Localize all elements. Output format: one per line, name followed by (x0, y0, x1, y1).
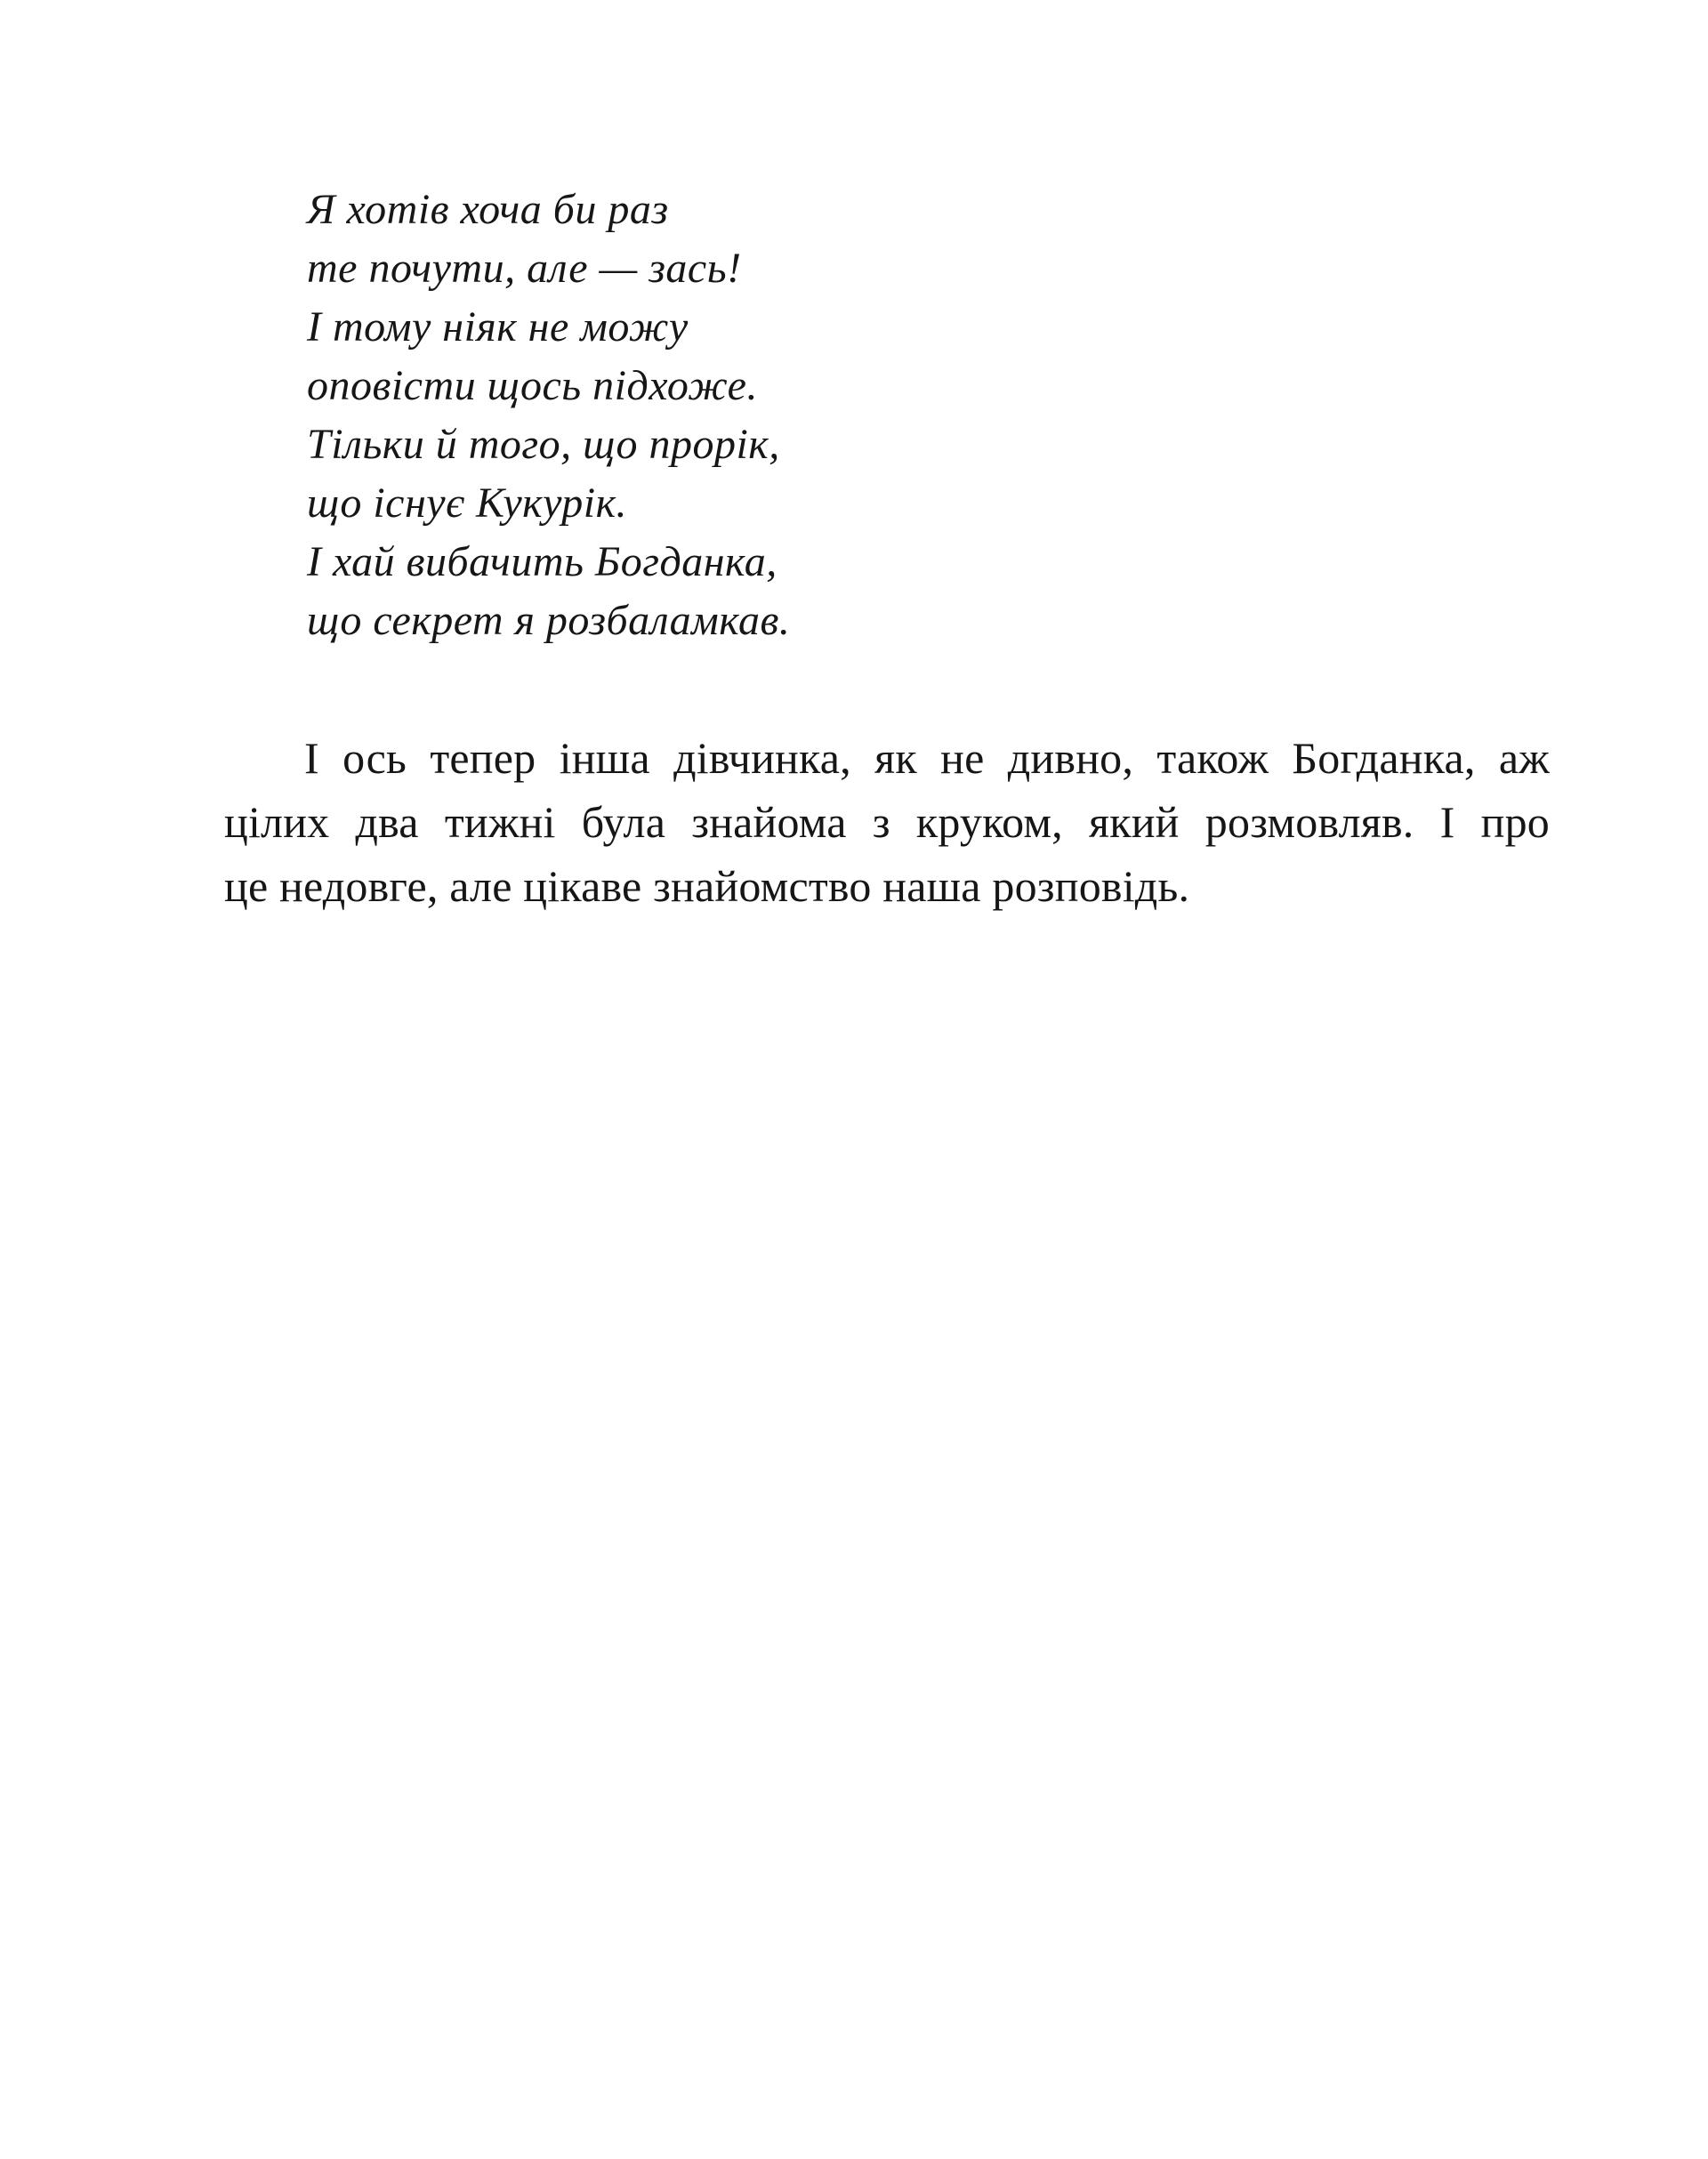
poem-line: І тому ніяк не можу (307, 303, 689, 350)
poem-stanza (307, 181, 790, 650)
poem-line: те почути, але — зась! (307, 245, 742, 292)
poem-line: Тільки й того, що прорік, (307, 421, 780, 468)
paragraph-line: цілих два тижні була знайома з круком, який розмовляв. І про (224, 797, 1550, 847)
poem-line: що існує Кукурік. (307, 479, 628, 527)
poem-line: І хай вибачить Богданка, (307, 538, 777, 585)
body-paragraph (224, 726, 1550, 918)
poem-line: оповісти щось підхоже. (307, 362, 758, 409)
paragraph-line: І ось тепер інша дівчинка, як не дивно, також Богданка, аж (304, 733, 1550, 783)
poem-line: Я хотів хоча би раз (307, 186, 669, 233)
poem-line: що секрет я розбаламкав. (307, 597, 791, 644)
paragraph-line: це недовге, але цікаве знайомство наша розповідь. (224, 861, 1190, 911)
